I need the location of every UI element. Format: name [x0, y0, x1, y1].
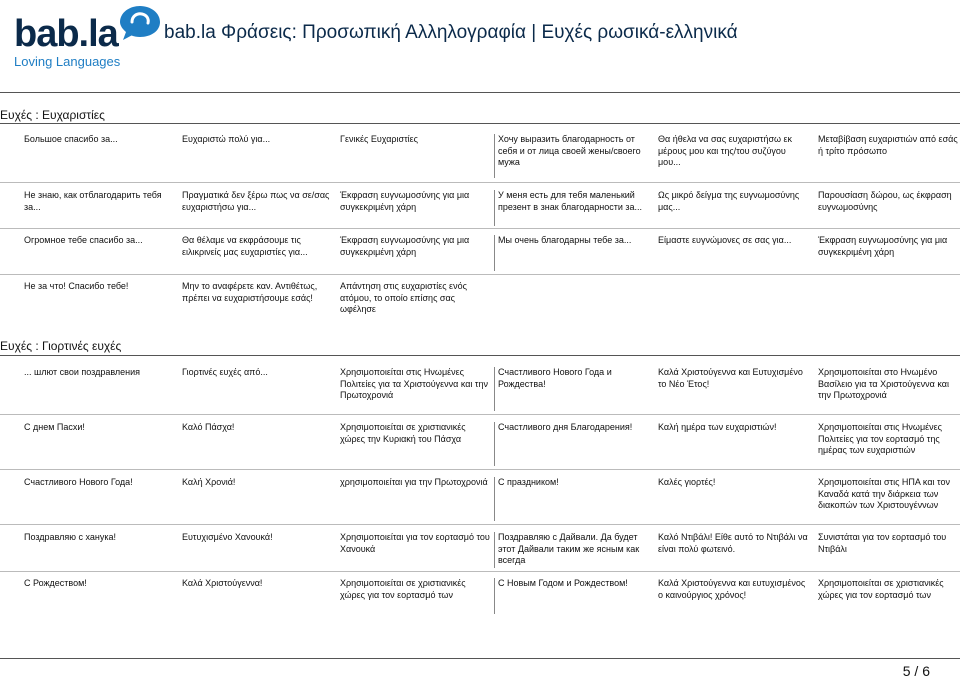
phrase-usage: Έκφραση ευγνωμοσύνης για μια συγκεκριμένη χάρη	[340, 235, 470, 257]
phrase-source: Счастливого дня Благодарения!	[498, 422, 633, 432]
section-title-holidays: Ευχές : Γιορτινές ευχές	[0, 339, 122, 353]
phrase-usage: Έκφραση ευγνωμοσύνης για μια συγκεκριμένη χάρη	[818, 235, 948, 257]
phrase-source: С Рождеством!	[24, 578, 87, 588]
phrase-target: Καλά Χριστούγεννα και ευτυχισμένος ο καινούργιος χρόνος!	[658, 578, 806, 600]
column-divider	[494, 532, 495, 568]
phrase-source: С праздником!	[498, 477, 559, 487]
phrase-usage: Παρουσίαση δώρου, ως έκφραση ευγνωμοσύνης	[818, 190, 952, 212]
page-header	[0, 0, 960, 90]
speech-bubble-icon	[118, 4, 162, 42]
phrase-source: Счастливого Нового Года и Рождества!	[498, 367, 612, 389]
phrase-target: Καλή ημέρα των ευχαριστιών!	[658, 422, 777, 432]
logo-tagline: Loving Languages	[14, 54, 121, 69]
phrase-target: Θα ήθελα να σας ευχαριστήσω εκ μέρους μου και της/του συζύγου μου...	[658, 134, 793, 167]
phrase-target: Είμαστε ευγνώμονες σε σας για...	[658, 235, 792, 245]
row-divider	[0, 182, 960, 183]
phrase-target: Καλό Ντιβάλι! Είθε αυτό το Ντιβάλι να είναι πολύ φωτεινό.	[658, 532, 808, 554]
section-divider	[0, 123, 960, 124]
phrase-target: Καλή Χρονιά!	[182, 477, 236, 487]
phrase-usage: Χρησιμοποιείται στις Ηνωμένες Πολιτείες για τον εορτασμό της ημέρας των ευχαριστιών	[818, 422, 942, 455]
table-row	[0, 235, 960, 271]
phrase-target: Ως μικρό δείγμα της ευγνωμοσύνης μας...	[658, 190, 800, 212]
phrase-usage: Χρησιμοποιείται σε χριστιανικές χώρες για τον εορτασμό των	[818, 578, 944, 600]
babla-logo[interactable]	[14, 4, 154, 74]
phrase-usage: Έκφραση ευγνωμοσύνης για μια συγκεκριμένη χάρη	[340, 190, 470, 212]
table-row	[0, 578, 960, 614]
phrase-target: Ευτυχισμένο Χανουκά!	[182, 532, 273, 542]
column-divider	[494, 367, 495, 411]
phrase-usage: Μεταβίβαση ευχαριστιών από εσάς ή τρίτο πρόσωπο	[818, 134, 958, 156]
column-divider	[494, 134, 495, 178]
phrase-source: Счастливого Нового Года!	[24, 477, 133, 487]
table-row	[0, 532, 960, 568]
table-row	[0, 422, 960, 466]
phrase-source: Мы очень благодарны тебе за...	[498, 235, 632, 245]
section-divider	[0, 355, 960, 356]
phrase-usage: Χρησιμοποιείται σε χριστιανικές χώρες την Κυριακή του Πάσχα	[340, 422, 466, 444]
row-divider	[0, 524, 960, 525]
row-divider	[0, 469, 960, 470]
row-divider	[0, 274, 960, 275]
phrase-source: Не знаю, как отблагодарить тебя за...	[24, 190, 162, 212]
phrase-target: Καλά Χριστούγεννα!	[182, 578, 263, 588]
phrase-source: С Новым Годом и Рождеством!	[498, 578, 628, 588]
row-divider	[0, 414, 960, 415]
phrase-source: ... шлют свои поздравления	[24, 367, 141, 377]
phrase-target: Θα θέλαμε να εκφράσουμε τις ειλικρινείς μας ευχαριστίες για...	[182, 235, 308, 257]
phrase-target: Μην το αναφέρετε καν. Αντιθέτως, πρέπει να ευχαριστήσουμε εσάς!	[182, 281, 318, 303]
table-row	[0, 190, 960, 226]
phrase-usage: Χρησιμοποιείται για τον εορτασμό του Χανουκά	[340, 532, 490, 554]
phrase-source: Огромное тебе спасибо за...	[24, 235, 143, 245]
phrase-target: Καλές γιορτές!	[658, 477, 716, 487]
phrase-target: Καλό Πάσχα!	[182, 422, 235, 432]
row-divider	[0, 571, 960, 572]
phrase-target: Γιορτινές ευχές από...	[182, 367, 268, 377]
table-row	[0, 134, 960, 178]
page-title: bab.la Φράσεις: Προσωπική Αλληλογραφία | Ευχές ρωσικά-ελληνικά	[164, 22, 738, 43]
column-divider	[494, 190, 495, 226]
phrase-target: Καλά Χριστούγεννα και Ευτυχισμένο το Νέο Έτος!	[658, 367, 803, 389]
phrase-source: Хочу выразить благодарность от себя и от лица своей жены/своего мужа	[498, 134, 641, 167]
phrase-usage: Γενικές Ευχαριστίες	[340, 134, 419, 144]
column-divider	[494, 578, 495, 614]
header-divider	[0, 92, 960, 93]
phrase-source: С днем Пасхи!	[24, 422, 85, 432]
phrase-target: Ευχαριστώ πολύ για...	[182, 134, 271, 144]
phrase-source: Большое спасибо за...	[24, 134, 118, 144]
table-row	[0, 367, 960, 411]
column-divider	[494, 477, 495, 521]
phrase-source: Поздравляю с ханука!	[24, 532, 117, 542]
phrase-usage: χρησιμοποιείται για την Πρωτοχρονιά	[340, 477, 488, 487]
footer-divider	[0, 658, 960, 659]
page-number: 5 / 6	[902, 663, 930, 678]
phrase-source: У меня есть для тебя маленький презент в знак благодарности за...	[498, 190, 643, 212]
phrase-usage: Χρησιμοποιείται στις Ηνωμένες Πολιτείες για τα Χριστούγεννα και την Πρωτοχρονιά	[340, 367, 488, 400]
column-divider	[494, 422, 495, 466]
phrase-usage: Χρησιμοποιείται στις ΗΠΑ και τον Καναδά κατά την διάρκεια των διακοπών των Χριστουγέννων	[818, 477, 950, 510]
column-divider	[494, 235, 495, 271]
logo-wordmark: bab.la	[14, 13, 118, 55]
phrase-source: Не за что! Спасибо тебе!	[24, 281, 129, 291]
table-row	[0, 281, 960, 317]
phrase-usage: Χρησιμοποιείται στο Ηνωμένο Βασίλειο για τα Χριστούγεννα και την Πρωτοχρονιά	[818, 367, 949, 400]
phrase-target: Πραγματικά δεν ξέρω πως να σε/σας ευχαριστήσω για...	[182, 190, 330, 212]
phrase-usage: Συνιστάται για τον εορτασμό του Ντιβάλι	[818, 532, 947, 554]
section-title-thanks: Ευχές : Ευχαριστίες	[0, 108, 105, 122]
phrase-usage: Χρησιμοποιείται σε χριστιανικές χώρες για τον εορτασμό των	[340, 578, 466, 600]
phrase-source: Поздравляю с Дайвали. Да будет этот Дайвали таким же ясным как всегда	[498, 532, 640, 565]
row-divider	[0, 228, 960, 229]
phrase-usage: Απάντηση στις ευχαριστίες ενός ατόμου, το οποίο επίσης σας ωφέλησε	[340, 281, 467, 314]
table-row	[0, 477, 960, 521]
